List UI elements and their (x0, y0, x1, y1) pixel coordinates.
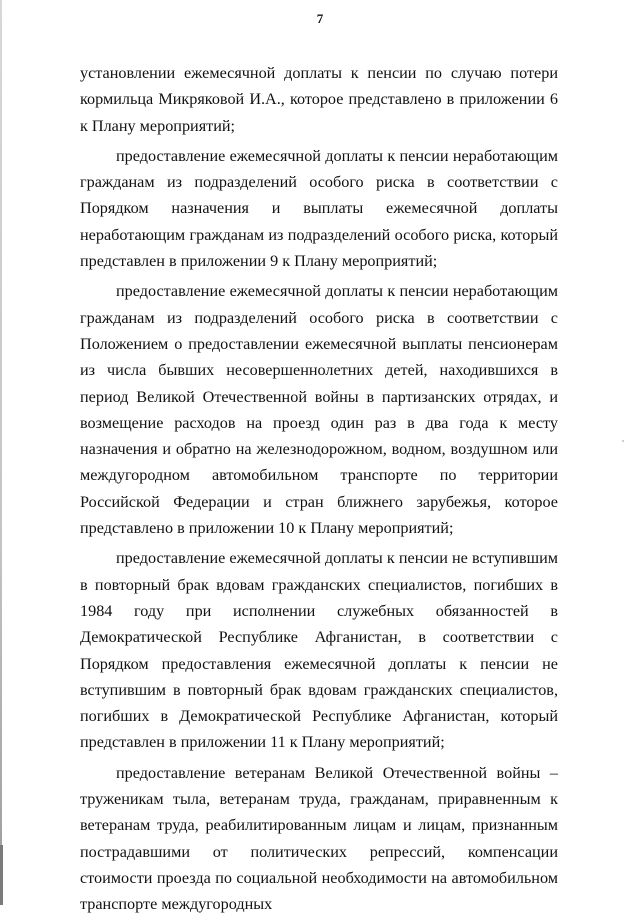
paragraph-special-risk-order: предоставление ежемесячной доплаты к пенсии неработающим гражданам из подразделений особого риска в соответствии с Порядком назначения и выплаты ежемесячной доплаты неработающим гражданам из подразделений особого риска, который представлен в приложении 9 к Плану мероприятий; (80, 146, 558, 271)
page-number: 7 (316, 11, 324, 26)
paragraph-special-risk-regulation: предоставление ежемесячной доплаты к пенсии неработающим гражданам из подразделений особого риска в соответствии с Положением о предоставлении ежемесячной выплаты пенсионерам из числа бывших несовершеннолетних детей, находившихся в период Великой Отечественной войны в партизанских отрядах, и возмещение расходов на проезд один раз в два года к месту назначения и обратно на железнодорожном, водном, воздушном или междугородном автомобильном транспорте по территории Российской Федерации и стран ближнего зарубежья, которое представлено в приложении 10 к Плану мероприятий; (80, 282, 558, 538)
paragraph-continuation: установлении ежемесячной доплаты к пенсии по случаю потери кормильца Микряковой И.А., которое представлено в приложении 6 к Плану мероприятий; (80, 64, 558, 135)
scan-mark (0, 845, 3, 905)
paragraph-veterans-travel: предоставление ветеранам Великой Отечественной войны – труженикам тыла, ветеранам труда, гражданам, приравненным к ветеранам труда, реабилитированным лицам и лицам, признанным пострадавшими от политических репрессий, компенсации стоимости проезда по социальной необходимости на автомобильном транспорте междугородных (80, 763, 558, 914)
scan-speck (622, 440, 624, 442)
paragraph-widows-afghanistan: предоставление ежемесячной доплаты к пенсии не вступившим в повторный брак вдовам гражданских специалистов, погибших в 1984 году при исполнении служебных обязанностей в Демократической Республике Афганистан, в соответствии с Порядком предоставления ежемесячной доплаты к пенсии не вступившим в повторный брак вдовам гражданских специалистов, погибших в Демократической Республике Афганистан, который представлен в приложении 11 к Плану мероприятий; (80, 549, 558, 752)
document-body (80, 60, 558, 922)
scan-edge (0, 0, 2, 905)
